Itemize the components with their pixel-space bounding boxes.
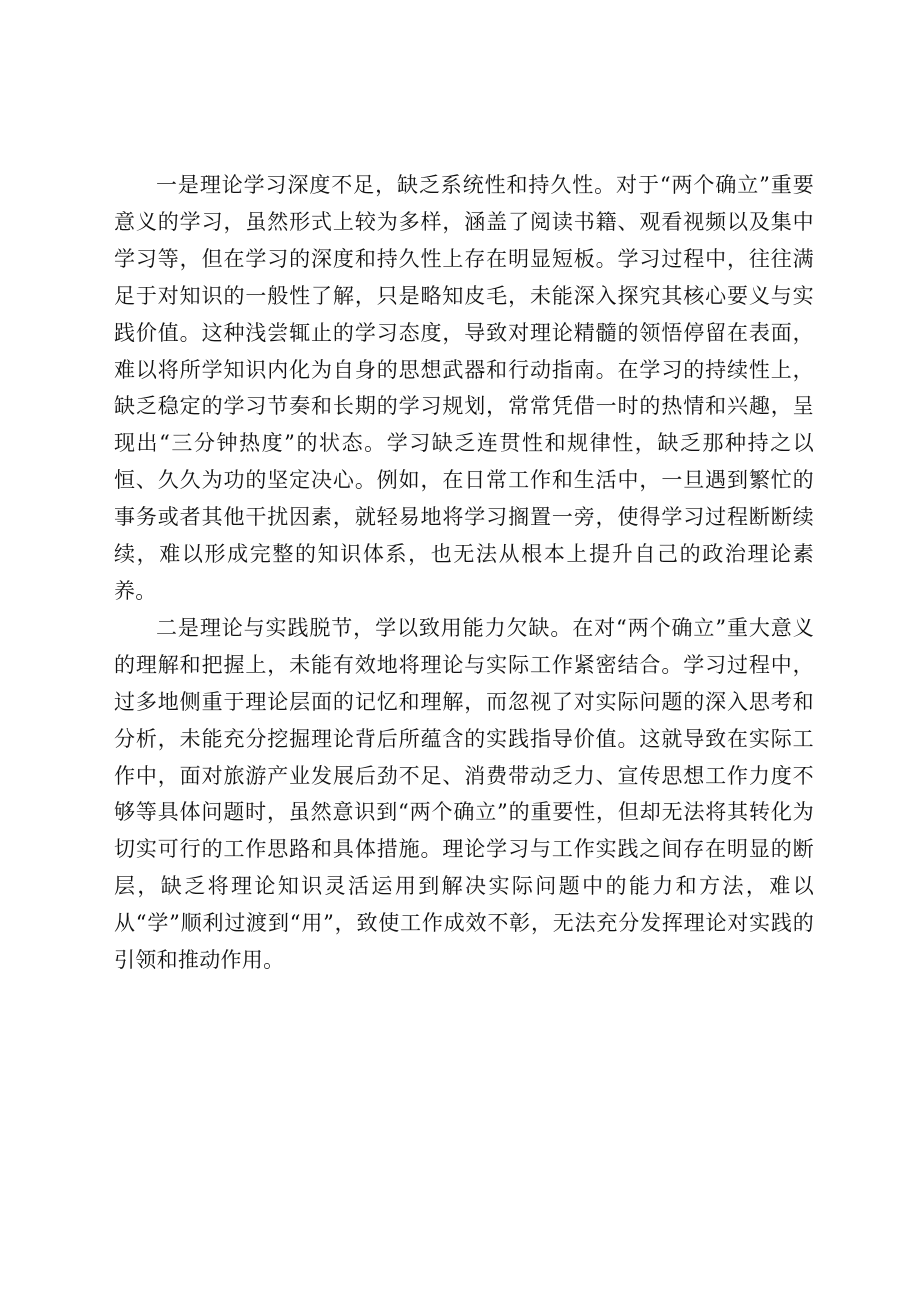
paragraph-1: 一是理论学习深度不足，缺乏系统性和持久性。对于“两个确立”重要意义的学习，虽然形式上较为多样，涵盖了阅读书籍、观看视频以及集中学习等，但在学习的深度和持久性上存在明显短板。学习过程中，往往满足于对知识的一般性了解，只是略知皮毛，未能深入探究其核心要义与实践价值。这种浅尝辄止的学习态度，导致对理论精髓的领悟停留在表面，难以将所学知识内化为自身的思想武器和行动指南。在学习的持续性上，缺乏稳定的学习节奏和长期的学习规划，常常凭借一时的热情和兴趣，呈现出“三分钟热度”的状态。学习缺乏连贯性和规律性，缺乏那种持之以恒、久久为功的坚定决心。例如，在日常工作和生活中，一旦遇到繁忙的事务或者其他干扰因素，就轻易地将学习搁置一旁，使得学习过程断断续续，难以形成完整的知识体系，也无法从根本上提升自己的政治理论素养。 (114, 173, 814, 603)
document-body (114, 167, 814, 979)
paragraph-2: 二是理论与实践脱节，学以致用能力欠缺。在对“两个确立”重大意义的理解和把握上，未能有效地将理论与实际工作紧密结合。学习过程中，过多地侧重于理论层面的记忆和理解，而忽视了对实际问题的深入思考和分析，未能充分挖掘理论背后所蕴含的实践指导价值。这就导致在实际工作中，面对旅游产业发展后劲不足、消费带动乏力、宣传思想工作力度不够等具体问题时，虽然意识到“两个确立”的重要性，但却无法将其转化为切实可行的工作思路和具体措施。理论学习与工作实践之间存在明显的断层，缺乏将理论知识灵活运用到解决实际问题中的能力和方法，难以从“学”顺利过渡到“用”，致使工作成效不彰，无法充分发挥理论对实践的引领和推动作用。 (114, 615, 814, 973)
